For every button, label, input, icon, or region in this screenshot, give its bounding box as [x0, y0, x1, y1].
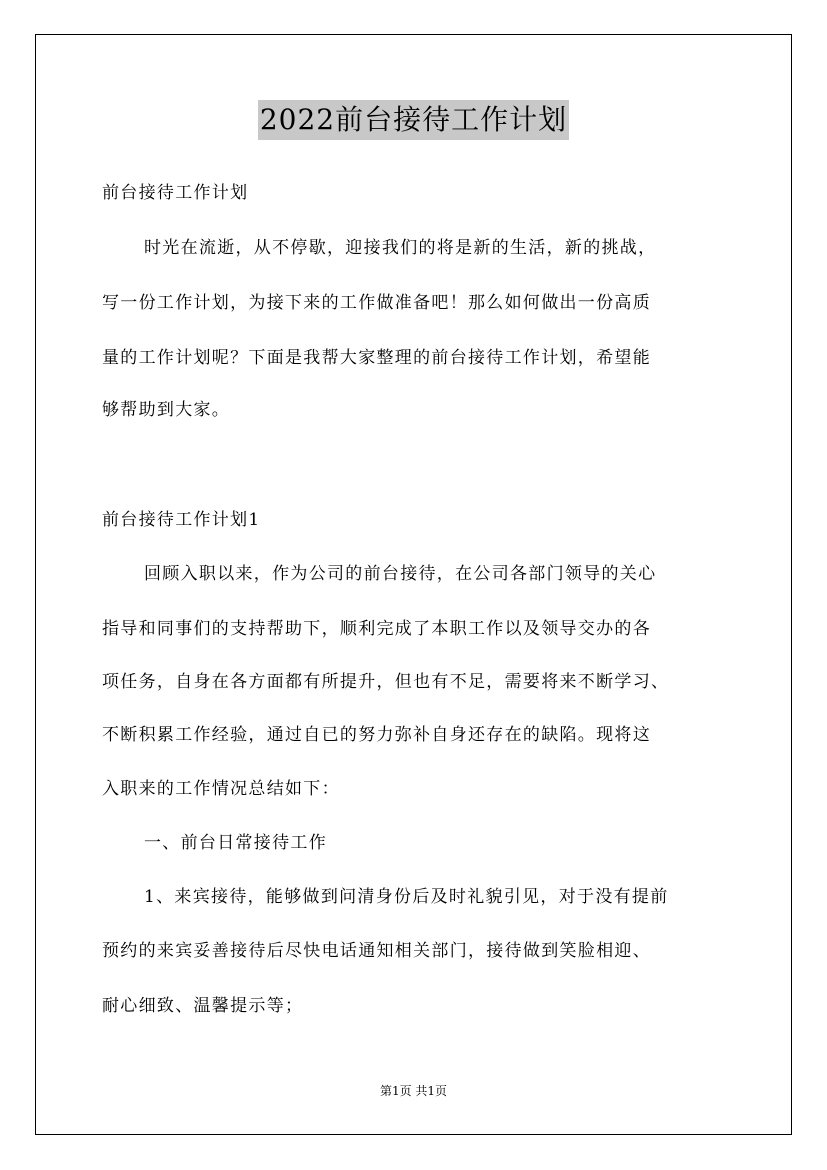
subtitle: 前台接待工作计划	[102, 183, 249, 203]
paragraph-line: 入职来的工作情况总结如下：	[102, 779, 340, 799]
paragraph-line: 预约的来宾妥善接待后尽快电话通知相关部门，接待做到笑脸相迎、	[102, 941, 651, 961]
paragraph-line: 够帮助到大家。	[102, 400, 231, 420]
paragraph-line: 项任务，自身在各方面都有所提升，但也有不足，需要将来不断学习、	[102, 672, 670, 692]
paragraph-line: 写一份工作计划，为接下来的工作做准备吧！那么如何做出一份高质	[102, 293, 651, 313]
paragraph-line: 1、来宾接待，能够做到问清身份后及时礼貌引见，对于没有提前	[144, 887, 669, 907]
paragraph-line: 耐心细致、温馨提示等；	[102, 996, 304, 1016]
paragraph-line: 指导和同事们的支持帮助下，顺利完成了本职工作以及领导交办的各	[102, 619, 651, 639]
paragraph-line: 回顾入职以来，作为公司的前台接待，在公司各部门领导的关心	[144, 564, 657, 584]
page-footer: 第1页 共1页	[379, 1084, 448, 1098]
paragraph-line: 不断积累工作经验，通过自已的努力弥补自身还存在的缺陷。现将这	[102, 725, 651, 745]
section-heading: 前台接待工作计划1	[102, 510, 261, 530]
paragraph-line: 量的工作计划呢？下面是我帮大家整理的前台接待工作计划，希望能	[102, 348, 651, 368]
paragraph-line: 时光在流逝，从不停歇，迎接我们的将是新的生活，新的挑战，	[144, 238, 657, 258]
subheading: 一、前台日常接待工作	[144, 833, 327, 853]
document-title: 2022前台接待工作计划	[258, 100, 569, 140]
